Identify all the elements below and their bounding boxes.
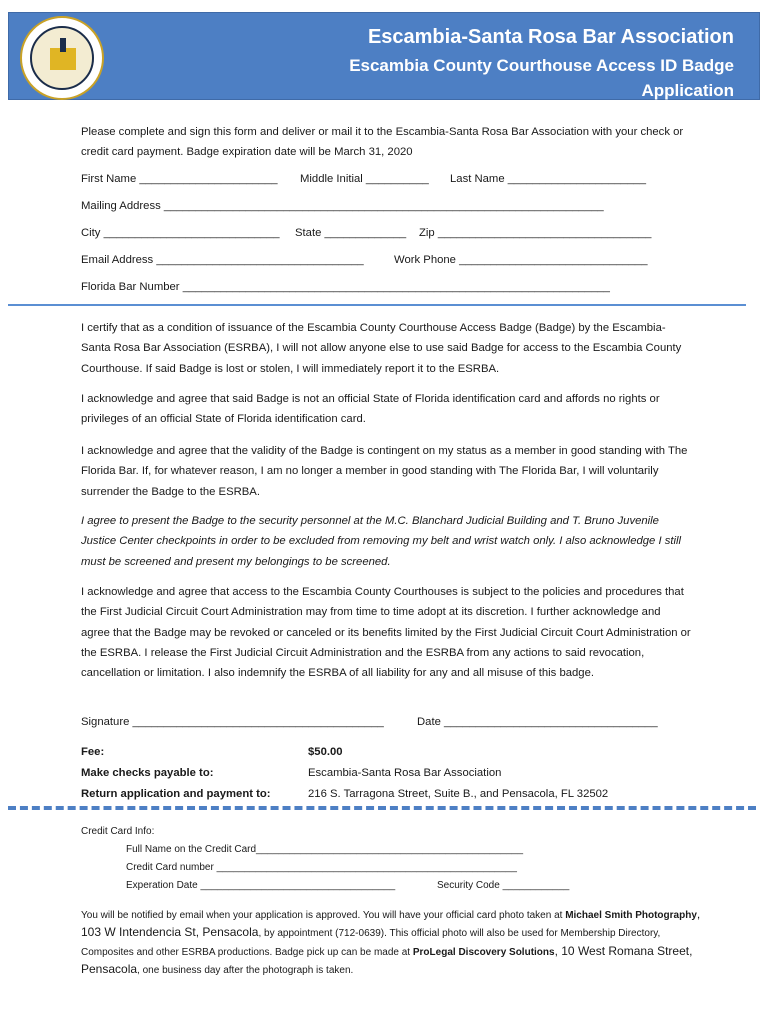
notice-text-3: , one business day after the photograph is taken. xyxy=(137,964,354,976)
signature-field[interactable]: Signature ________________________________________ xyxy=(81,716,384,728)
seal-inner xyxy=(30,26,94,90)
email-field[interactable]: Email Address _________________________________ xyxy=(81,254,364,266)
card-number-field[interactable]: Credit Card number ______________________________________________________ xyxy=(126,862,517,873)
notice-text-2: , by appointment (712-0639). This official photo will also be used for Membership Directory, Composites and other ESRBA productions. Badge pick up can be made at xyxy=(81,928,661,958)
fee-value: $50.00 xyxy=(308,746,343,758)
city-field[interactable]: City ____________________________ xyxy=(81,227,280,239)
zip-field[interactable]: Zip __________________________________ xyxy=(419,227,652,239)
last-name-field[interactable]: Last Name ______________________ xyxy=(450,173,646,185)
acknowledge-standing-paragraph: I acknowledge and agree that the validity of the Badge is contingent on my status as a member in good standing with The Florida Bar. If, for whatever reason, I am no longer a member in good standing with The Florida Bar, I will voluntarily surrender the Badge to the ESRBA. xyxy=(81,445,688,498)
certify-paragraph: I certify that as a condition of issuance of the Escambia County Courthouse Access Badge (Badge) by the Escambia-Santa Rosa Bar Association (ESRBA), I will not allow anyone else to use said Badge for access to the Escambia County Courthouse. If said Badge is lost or stolen, I will immediately report it to the ESRBA. xyxy=(81,322,682,375)
form-title-line2: Application xyxy=(641,81,734,100)
middle-initial-field[interactable]: Middle Initial __________ xyxy=(300,173,429,185)
section-divider xyxy=(8,304,746,306)
florida-bar-number-field[interactable]: Florida Bar Number ____________________________________________________________________ xyxy=(81,281,610,293)
org-title: Escambia-Santa Rosa Bar Association xyxy=(367,26,734,48)
acknowledge-id-paragraph: I acknowledge and agree that said Badge is not an official State of Florida identification card and affords no rights or privileges of an official State of Florida identification card. xyxy=(81,393,660,426)
form-title: Escambia County Courthouse Access ID Badge xyxy=(349,56,734,75)
photographer-address: , 103 W Intendencia St, Pensacola xyxy=(81,907,701,940)
payable-value: Escambia-Santa Rosa Bar Association xyxy=(308,767,502,779)
return-value: 216 S. Tarragona Street, Suite B., and Pensacola, FL 32502 xyxy=(308,788,609,800)
return-label: Return application and payment to: xyxy=(81,788,271,800)
pickup-address: , 10 West Romana Street, Pensacola xyxy=(81,943,693,976)
intro-text: Please complete and sign this form and deliver or mail it to the Escambia-Santa Rosa Bar Association with your check or credit card payment. Badge expiration date will be March 31, 2020 xyxy=(81,126,684,159)
pickup-location-name: ProLegal Discovery Solutions xyxy=(412,946,555,958)
association-seal-logo xyxy=(20,16,104,100)
card-full-name-field[interactable]: Full Name on the Credit Card________________________________________________ xyxy=(126,844,524,855)
notice-text-1: You will be notified by email when your application is approved. You will have your official card photo taken at xyxy=(81,910,563,921)
security-code-field[interactable]: Security Code ____________ xyxy=(437,880,570,891)
mailing-address-field[interactable]: Mailing Address ______________________________________________________________________ xyxy=(81,200,604,212)
fee-label: Fee: xyxy=(81,746,105,758)
work-phone-field[interactable]: Work Phone ______________________________ xyxy=(394,254,648,266)
photographer-name: Michael Smith Photography xyxy=(565,910,697,921)
date-field[interactable]: Date __________________________________ xyxy=(417,716,658,728)
payable-label: Make checks payable to: xyxy=(81,767,214,779)
state-field[interactable]: State _____________ xyxy=(295,227,407,239)
security-checkpoint-paragraph: I agree to present the Badge to the security personnel at the M.C. Blanchard Judicial Building and T. Bruno Juvenile Justice Center checkpoints in order to be excluded from removing my belt and wrist watch only. I also acknowledge I still must be screened and present my belongings to be screened. xyxy=(81,515,682,568)
photo-notice xyxy=(81,906,701,979)
credit-card-title: Credit Card Info: xyxy=(81,826,155,837)
access-policy-paragraph: I acknowledge and agree that access to the Escambia County Courthouses is subject to the policies and procedures that the First Judicial Circuit Court Administration may from time to time adopt at its discretion. I further acknowledge and agree that the Badge may be revoked or canceled or its benefits limited by the First Judicial Circuit Court Administration or the ESRBA. I release the First Judicial Circuit Administration and the ESRBA from any actions to said revocation, cancellation or limitation. I also indemnify the ESRBA of all liability for any and all misuse of this badge. xyxy=(81,586,691,680)
expiration-date-field[interactable]: Experation Date ___________________________________ xyxy=(126,880,396,891)
first-name-field[interactable]: First Name ______________________ xyxy=(81,173,278,185)
seal-figure-shape xyxy=(60,38,66,52)
cut-line-divider xyxy=(8,806,756,810)
